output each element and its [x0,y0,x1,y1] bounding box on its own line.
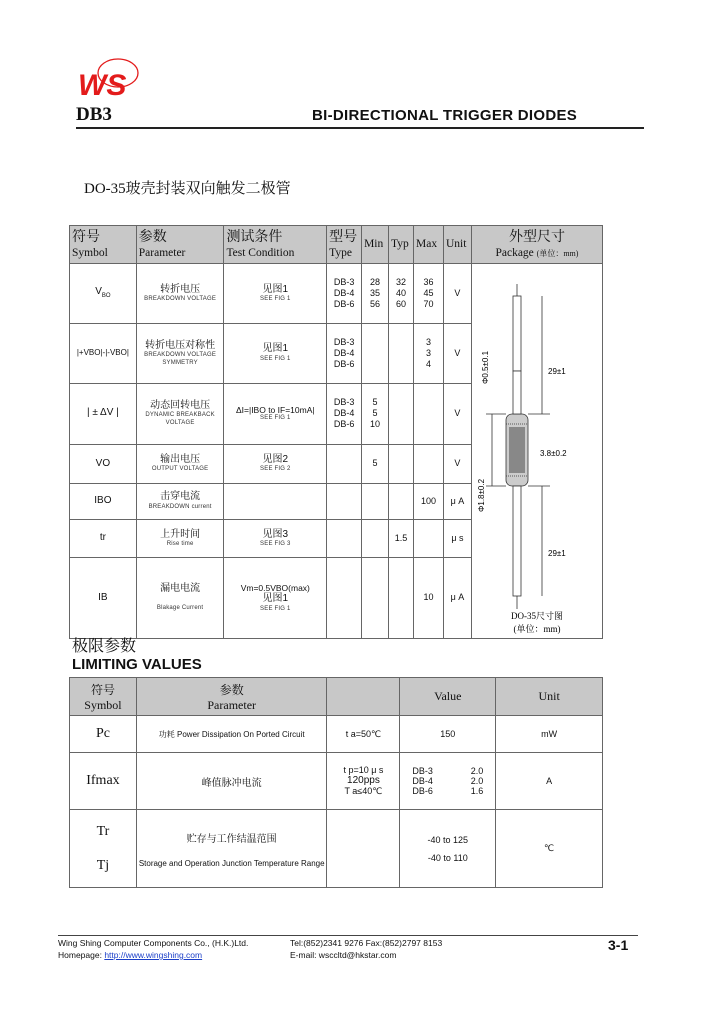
typ-cell [389,444,414,483]
dim-length-top: 29±1 [547,367,566,376]
symbol-temps: Tr Tj [70,810,137,888]
header-unit: Unit [443,226,471,264]
min-cell [362,483,389,520]
max-cell: 36 45 70 [414,264,444,324]
footer-company: Wing Shing Computer Components Co., (H.K.)Ltd. [58,938,249,948]
min-cell: 5 5 10 [362,383,389,444]
unit-cell: V [443,383,471,444]
homepage-link[interactable]: http://www.wingshing.com [104,950,203,960]
footer-homepage: Homepage: http://www.wingshing.com [58,950,203,960]
header-parameter: 参数 Parameter [136,226,224,264]
cond-cell: 见图1 SEE FIG 1 [224,324,327,383]
cond-cell: ΔI=|IBO to IF=10mA| SEE FIG 1 [224,383,327,444]
unit-cell: μ A [443,483,471,520]
document-title: BI-DIRECTIONAL TRIGGER DIODES [312,107,578,124]
footer-rule [58,935,638,936]
cond-cell: 见图3 SEE FIG 3 [224,520,327,558]
lv-header-symbol: 符号 Symbol [70,678,137,716]
document-subtitle: DO-35玻壳封装双向触发二极管 [84,181,291,197]
cond-cell: 见图2 SEE FIG 2 [224,444,327,483]
dim-body-length: 3.8±0.2 [539,449,567,458]
dim-length-bottom: 29±1 [547,549,566,558]
symbol-vo: VO [70,444,137,483]
param-cell: 峰值脉冲电流 [136,753,327,810]
cond-cell: Vm=0.5VBO(max) 见图1 SEE FIG 1 [224,557,327,638]
value-cell: -40 to 125 -40 to 110 [400,810,496,888]
package-caption-unit: (单位：mm) [513,624,561,634]
max-cell: 10 [414,557,444,638]
symbol-ifmax: Ifmax [70,753,137,810]
header-package: 外型尺寸 Package (单位：mm) [471,226,602,264]
lv-header-blank [327,678,400,716]
type-cell: DB-3 DB-4 DB-6 [327,324,362,383]
unit-cell: V [443,264,471,324]
header-type: 型号 Type [327,226,362,264]
dim-lead-diameter: Φ0.5±0.1 [480,350,490,384]
symbol-ib: IB [70,557,137,638]
symbol-pc: Pc [70,716,137,753]
svg-text:WS: WS [78,69,127,99]
company-logo [76,57,142,99]
header-rule [76,127,644,129]
electrical-characteristics-table [69,225,603,639]
cond-cell [224,483,327,520]
cond-cell: t a=50℃ [327,716,400,753]
lv-header-value: Value [400,678,496,716]
min-cell [362,557,389,638]
symbol-vbo: $V_{BO}$ [70,264,137,324]
unit-cell: V [443,324,471,383]
typ-cell [389,483,414,520]
typ-cell [389,383,414,444]
footer-tel-fax: Tel:(852)2341 9276 Fax:(852)2797 8153 [290,938,443,948]
unit-cell: A [496,753,603,810]
table-row [70,716,603,753]
header-max: Max [414,226,444,264]
limiting-values-title: LIMITING VALUES [72,656,202,673]
type-cell [327,557,362,638]
param-cell: 动态回转电压 DYNAMIC BREAKBACK VOLTAGE [136,383,224,444]
do35-package-diagram [472,264,602,634]
limiting-values-table [69,677,603,888]
header-test-condition: 测试条件 Test Condition [224,226,327,264]
limiting-values-title-cn: 极限参数 [72,638,137,655]
param-cell: 上升时间 Rise time [136,520,224,558]
param-cell: 输出电压 OUTPUT VOLTAGE [136,444,224,483]
footer-email: E-mail: wsccltd@hkstar.com [290,950,397,960]
unit-cell: V [443,444,471,483]
package-drawing-cell [471,264,602,639]
param-cell: 贮存与工作结温范围 Storage and Operation Junction Temperature Range [136,810,327,888]
min-cell [362,324,389,383]
table-row [70,264,603,324]
value-cell: 150 [400,716,496,753]
cond-cell [327,810,400,888]
max-cell [414,520,444,558]
lv-header-parameter: 参数 Parameter [136,678,327,716]
type-cell [327,520,362,558]
value-cell: DB-3 2.0 DB-4 2.0 DB-6 1.6 [400,753,496,810]
unit-cell: μ s [443,520,471,558]
lv-header-unit: Unit [496,678,603,716]
param-cell: 漏电电流 Blakage Current [136,557,224,638]
symbol-ibo: IBO [70,483,137,520]
symbol-delta-v: | ± ΔV | [70,383,137,444]
typ-cell [389,557,414,638]
param-cell: 转折电压 BREAKDOWN VOLTAGE [136,264,224,324]
symbol-tr: tr [70,520,137,558]
type-cell: DB-3 DB-4 DB-6 [327,264,362,324]
cond-cell: t p=10 μ s 120pps T a≤40℃ [327,753,400,810]
ws-logo-icon [76,57,142,99]
min-cell [362,520,389,558]
type-cell: DB-3 DB-4 DB-6 [327,383,362,444]
header-symbol: 符号 Symbol [70,226,137,264]
typ-cell: 1.5 [389,520,414,558]
unit-cell: mW [496,716,603,753]
param-cell: 转折电压对称性 BREAKDOWN VOLTAGE SYMMETRY [136,324,224,383]
typ-cell [389,324,414,383]
param-cell: 功耗 Power Dissipation On Ported Circuit [136,716,327,753]
max-cell: 3 3 4 [414,324,444,383]
min-cell: 5 [362,444,389,483]
header-min: Min [362,226,389,264]
max-cell: 100 [414,483,444,520]
package-caption: DO-35尺寸图 [510,611,563,621]
table-row [70,753,603,810]
dim-body-diameter: Φ1.8±0.2 [476,478,486,512]
symbol-symmetry: |+VBO|-|-VBO| [70,324,137,383]
cond-cell: 见图1 SEE FIG 1 [224,264,327,324]
param-cell: 击穿电流 BREAKDOWN current [136,483,224,520]
unit-cell: μ A [443,557,471,638]
table-row [70,810,603,888]
max-cell [414,444,444,483]
max-cell [414,383,444,444]
unit-cell: ℃ [496,810,603,888]
type-cell [327,444,362,483]
min-cell: 28 35 56 [362,264,389,324]
page-number: 3-1 [608,937,629,953]
model-number: DB3 [76,104,112,125]
header-typ: Typ [389,226,414,264]
typ-cell: 32 40 60 [389,264,414,324]
type-cell [327,483,362,520]
